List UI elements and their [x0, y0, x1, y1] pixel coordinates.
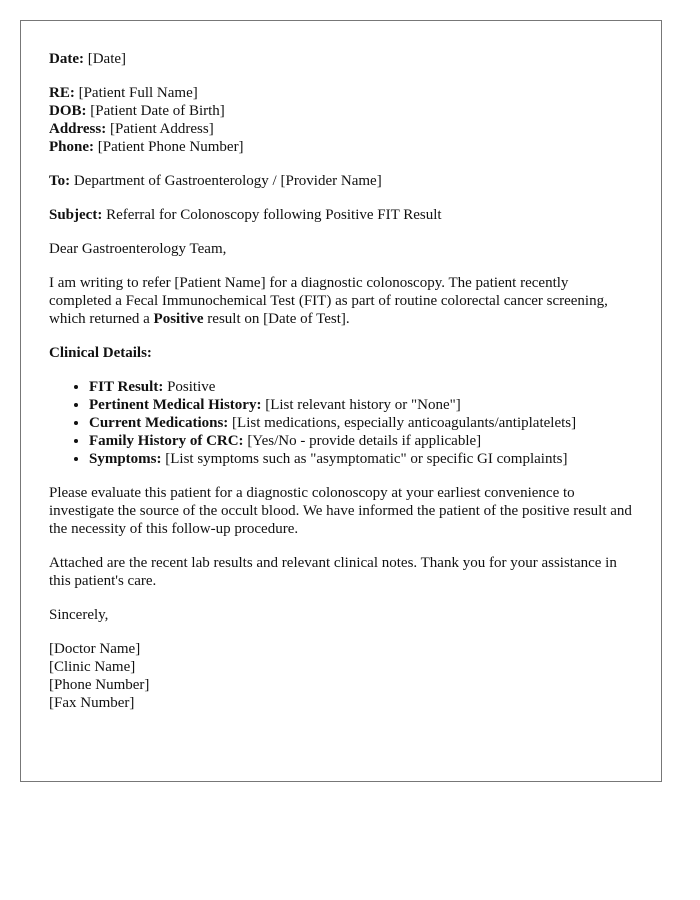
signature-fax: [Fax Number] [49, 695, 135, 711]
list-item [89, 414, 633, 432]
subject-line [49, 206, 633, 224]
list-item-value: [Yes/No - provide details if applicable] [243, 433, 482, 449]
signature-phone: [Phone Number] [49, 677, 150, 693]
list-item-label: Pertinent Medical History: [89, 397, 262, 413]
to-line [49, 172, 633, 190]
address-label: Address: [49, 121, 107, 137]
intro-paragraph [49, 274, 633, 328]
list-item-label: Current Medications: [89, 415, 229, 431]
list-item [89, 396, 633, 414]
list-item [89, 450, 633, 468]
re-line [49, 84, 633, 102]
list-item-label: FIT Result: [89, 379, 164, 395]
re-value: [Patient Full Name] [74, 85, 198, 101]
salutation: Dear Gastroenterology Team, [49, 241, 227, 257]
address-value: [Patient Address] [106, 121, 214, 137]
list-item [89, 432, 633, 450]
signature-block [49, 640, 633, 712]
phone-line [49, 138, 633, 156]
list-item-value: [List medications, especially anticoagulants/antiplatelets] [228, 415, 577, 431]
subject-label: Subject: [49, 207, 103, 223]
list-item-label: Family History of CRC: [89, 433, 244, 449]
patient-info [49, 84, 633, 156]
dob-value: [Patient Date of Birth] [86, 103, 225, 119]
list-item-value: [List relevant history or "None"] [261, 397, 461, 413]
clinical-details-list [49, 378, 633, 468]
closing: Sincerely, [49, 607, 109, 623]
intro-positive: Positive [153, 311, 204, 327]
intro-text-after: result on [Date of Test]. [203, 311, 350, 327]
request-paragraph: Please evaluate this patient for a diagnostic colonoscopy at your earliest convenience to investigate the source of the occult blood. We have informed the patient of the positive result and the necessity of this follow-up procedure. [49, 485, 632, 537]
signature-clinic: [Clinic Name] [49, 659, 136, 675]
dob-label: DOB: [49, 103, 87, 119]
date-line [49, 50, 633, 68]
clinical-heading-text: Clinical Details: [49, 345, 152, 361]
list-item-value: [List symptoms such as "asymptomatic" or specific GI complaints] [161, 451, 568, 467]
date-label: Date: [49, 51, 84, 67]
attachment-paragraph: Attached are the recent lab results and relevant clinical notes. Thank you for your assistance in this patient's care. [49, 555, 617, 589]
to-label: To: [49, 173, 71, 189]
phone-label: Phone: [49, 139, 94, 155]
phone-value: [Patient Phone Number] [94, 139, 244, 155]
dob-line [49, 102, 633, 120]
list-item-label: Symptoms: [89, 451, 162, 467]
date-value: [Date] [83, 51, 127, 67]
address-line [49, 120, 633, 138]
re-label: RE: [49, 85, 75, 101]
clinical-heading [49, 344, 633, 362]
signature-doctor: [Doctor Name] [49, 641, 141, 657]
list-item [89, 378, 633, 396]
intro-text-before: I am writing to refer [Patient Name] for a diagnostic colonoscopy. The patient recently completed a Fecal Immunochemical Test (FIT) as part of routine colorectal cancer screening, which returned a [49, 275, 608, 327]
referral-letter [20, 20, 662, 782]
to-value: Department of Gastroenterology / [Provider Name] [70, 173, 382, 189]
list-item-value: Positive [163, 379, 216, 395]
subject-value: Referral for Colonoscopy following Positive FIT Result [102, 207, 442, 223]
